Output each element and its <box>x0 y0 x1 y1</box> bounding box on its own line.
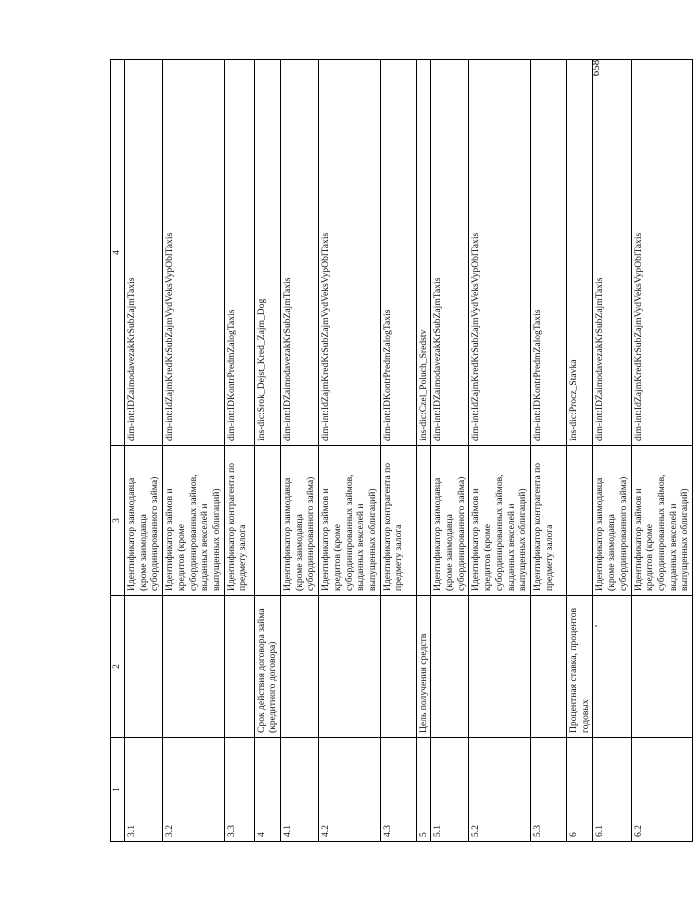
row-number-cell: 6.2 <box>631 738 693 842</box>
indicator-name-cell <box>431 596 469 738</box>
description-cell <box>254 446 280 596</box>
table-row <box>530 60 566 842</box>
row-number-cell: 6.1 <box>593 738 631 842</box>
description-cell: Идентификатор займов и кредитов (кроме субординированных займов, выданных векселей и выпущенных облигаций) <box>469 446 531 596</box>
indicator-name-cell: Цель получения средств <box>416 596 431 738</box>
row-number-cell: 5 <box>416 738 431 842</box>
indicator-name-cell <box>593 596 631 738</box>
indicator-name-cell <box>125 596 163 738</box>
code-cell: dim-int:IDZaimodavezakKrSubZajmTaxis <box>431 60 469 446</box>
page-number: 658 <box>590 59 602 77</box>
code-cell: dim-int:IDZaimodavezakKrSubZajmTaxis <box>281 60 319 446</box>
row-number-cell: 5.1 <box>431 738 469 842</box>
table-row <box>469 60 531 842</box>
table-row <box>380 60 416 842</box>
row-number-cell: 4 <box>254 738 280 842</box>
description-cell: Идентификатор займов и кредитов (кроме субординированных займов, выданных векселей и выпущенных облигаций) <box>319 446 381 596</box>
row-number-cell: 4.3 <box>380 738 416 842</box>
description-cell: Идентификатор заимодавца (кроме заимодавца субординированного займа) <box>281 446 319 596</box>
header-cell-4: 4 <box>111 60 125 446</box>
table-row <box>319 60 381 842</box>
description-cell <box>416 446 431 596</box>
row-number-cell: 4.2 <box>319 738 381 842</box>
table-row <box>125 60 163 842</box>
description-cell: Идентификатор заимодавца (кроме заимодавца субординированного займа) <box>431 446 469 596</box>
row-number-cell: 6 <box>566 738 592 842</box>
code-cell: dim-int:IdZajmKredKrSubZajmVydVeksVypOblTaxis <box>163 60 225 446</box>
code-cell: dim-int:IDKontrPredmZalogTaxis <box>224 60 254 446</box>
table-row <box>254 60 280 842</box>
code-cell: dim-int:IDKontrPredmZalogTaxis <box>380 60 416 446</box>
code-cell: dim-int:IDZaimodavezakKrSubZajmTaxis <box>593 60 631 446</box>
indicator-name-cell <box>380 596 416 738</box>
description-cell: Идентификатор контрагента по предмету залога <box>530 446 566 596</box>
description-cell: Идентификатор займов и кредитов (кроме субординированных займов, выданных векселей и выпущенных облигаций) <box>163 446 225 596</box>
table-row <box>163 60 225 842</box>
table-row <box>431 60 469 842</box>
header-cell-3: 3 <box>111 446 125 596</box>
row-number-cell: 5.3 <box>530 738 566 842</box>
code-cell: ins-dic:Procz_Stavka <box>566 60 592 446</box>
indicator-name-cell: Процентная ставка, процентов годовых <box>566 596 592 738</box>
indicator-name-cell <box>319 596 381 738</box>
indicator-name-cell <box>224 596 254 738</box>
table-row <box>631 60 693 842</box>
header-cell-2: 2 <box>111 596 125 738</box>
description-cell: Идентификатор займов и кредитов (кроме субординированных займов, выданных векселей и выпущенных облигаций) <box>631 446 693 596</box>
data-table <box>110 59 693 842</box>
code-cell: ins-dic:Srok_Dejst_Kred_Zajm_Dog <box>254 60 280 446</box>
description-cell: Идентификатор контрагента по предмету залога <box>224 446 254 596</box>
description-cell: Идентификатор заимодавца (кроме заимодавца субординированного займа) <box>125 446 163 596</box>
header-cell-1: 1 <box>111 738 125 842</box>
table-row <box>593 60 631 842</box>
row-number-cell: 4.1 <box>281 738 319 842</box>
description-cell: Идентификатор контрагента по предмету залога <box>380 446 416 596</box>
indicator-name-cell: Срок действия договора займа (кредитного договора) <box>254 596 280 738</box>
row-number-cell: 5.2 <box>469 738 531 842</box>
code-cell: dim-int:IDZaimodavezakKrSubZajmTaxis <box>125 60 163 446</box>
code-cell: dim-int:IdZajmKredKrSubZajmVydVeksVypOblTaxis <box>631 60 693 446</box>
indicator-name-cell <box>631 596 693 738</box>
table-row <box>281 60 319 842</box>
indicator-name-cell <box>469 596 531 738</box>
header-row <box>111 60 125 842</box>
row-number-cell: 3.3 <box>224 738 254 842</box>
table-row <box>566 60 592 842</box>
table-row <box>416 60 431 842</box>
description-cell: Идентификатор заимодавца (кроме заимодавца субординированного займа) <box>593 446 631 596</box>
description-cell <box>566 446 592 596</box>
row-number-cell: 3.1 <box>125 738 163 842</box>
indicator-name-cell <box>530 596 566 738</box>
table-row <box>224 60 254 842</box>
indicator-name-cell <box>163 596 225 738</box>
indicator-name-cell <box>281 596 319 738</box>
row-number-cell: 3.2 <box>163 738 225 842</box>
code-cell: ins-dic:Czel_Poluch_Sredstv <box>416 60 431 446</box>
code-cell: dim-int:IdZajmKredKrSubZajmVydVeksVypOblTaxis <box>319 60 381 446</box>
code-cell: dim-int:IDKontrPredmZalogTaxis <box>530 60 566 446</box>
code-cell: dim-int:IdZajmKredKrSubZajmVydVeksVypOblTaxis <box>469 60 531 446</box>
